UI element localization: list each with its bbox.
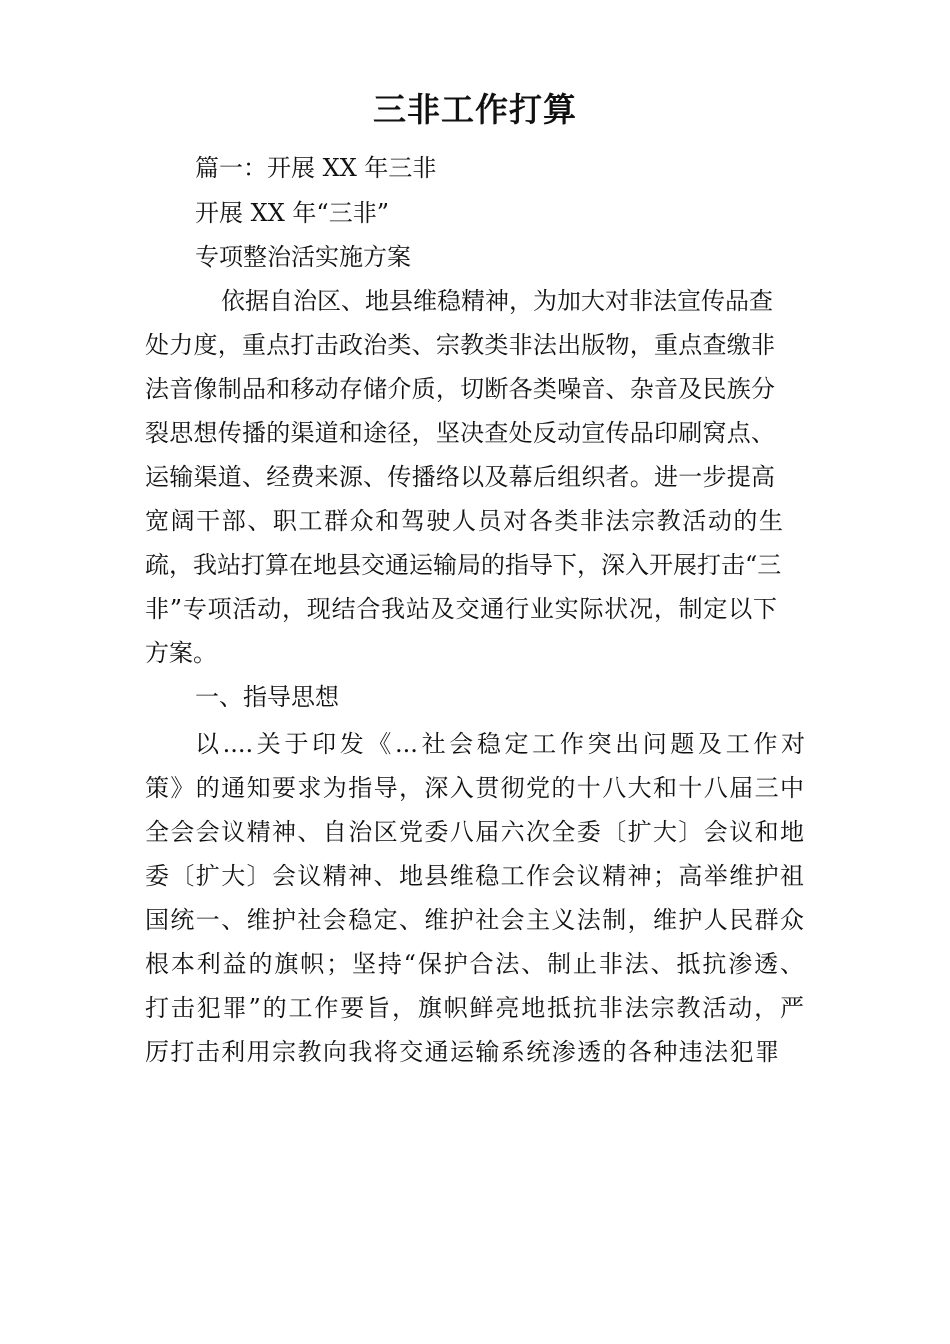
paragraph-line: 宽阔干部、职工群众和驾驶人员对各类非法宗教活动的生 <box>145 507 783 535</box>
paragraph-line: 打击犯罪”的工作要旨，旗帜鲜亮地抵抗非法宗教活动，严 <box>145 994 804 1022</box>
paragraph-line: 以....关于印发《...社会稳定工作突出问题及工作对 <box>195 730 805 758</box>
subtitle-line: 开展 XX 年“三非” <box>195 199 389 227</box>
paragraph-line: 疏，我站打算在地县交通运输局的指导下，深入开展打击“三 <box>145 551 782 579</box>
paragraph-line: 方案。 <box>145 639 217 667</box>
paragraph-line: 根本利益的旗帜；坚持“保护合法、制止非法、抵抗渗透、 <box>145 950 804 978</box>
paragraph-line: 依据自治区、地县维稳精神，为加大对非法宣传品查 <box>221 287 773 315</box>
document-title: 三非工作打算 <box>373 90 577 129</box>
paragraph-line: 国统一、维护社会稳定、维护社会主义法制，维护人民群众 <box>145 906 804 934</box>
paragraph-line: 全会会议精神、自治区党委八届六次全委〔扩大〕会议和地 <box>145 818 804 846</box>
paragraph-line: 运输渠道、经费来源、传播络以及幕后组织者。进一步提高 <box>145 463 775 491</box>
section-heading: 篇一：开展 XX 年三非 <box>195 154 437 182</box>
paragraph-line: 裂思想传播的渠道和途径，坚决查处反动宣传品印刷窝点、 <box>145 419 775 447</box>
paragraph-line: 策》的通知要求为指导，深入贯彻党的十八大和十八届三中 <box>145 774 804 802</box>
section-heading: 一、指导思想 <box>195 683 339 711</box>
paragraph-line: 法音像制品和移动存储介质，切断各类噪音、杂音及民族分 <box>145 375 775 403</box>
paragraph-line: 厉打击利用宗教向我将交通运输系统渗透的各种违法犯罪 <box>145 1038 779 1066</box>
paragraph-line: 委〔扩大〕会议精神、地县维稳工作会议精神；高举维护祖 <box>145 862 804 890</box>
paragraph-line: 处力度，重点打击政治类、宗教类非法出版物，重点查缴非 <box>145 331 775 359</box>
subtitle-line: 专项整治活实施方案 <box>195 243 411 271</box>
paragraph-line: 非”专项活动，现结合我站及交通行业实际状况，制定以下 <box>145 595 777 623</box>
